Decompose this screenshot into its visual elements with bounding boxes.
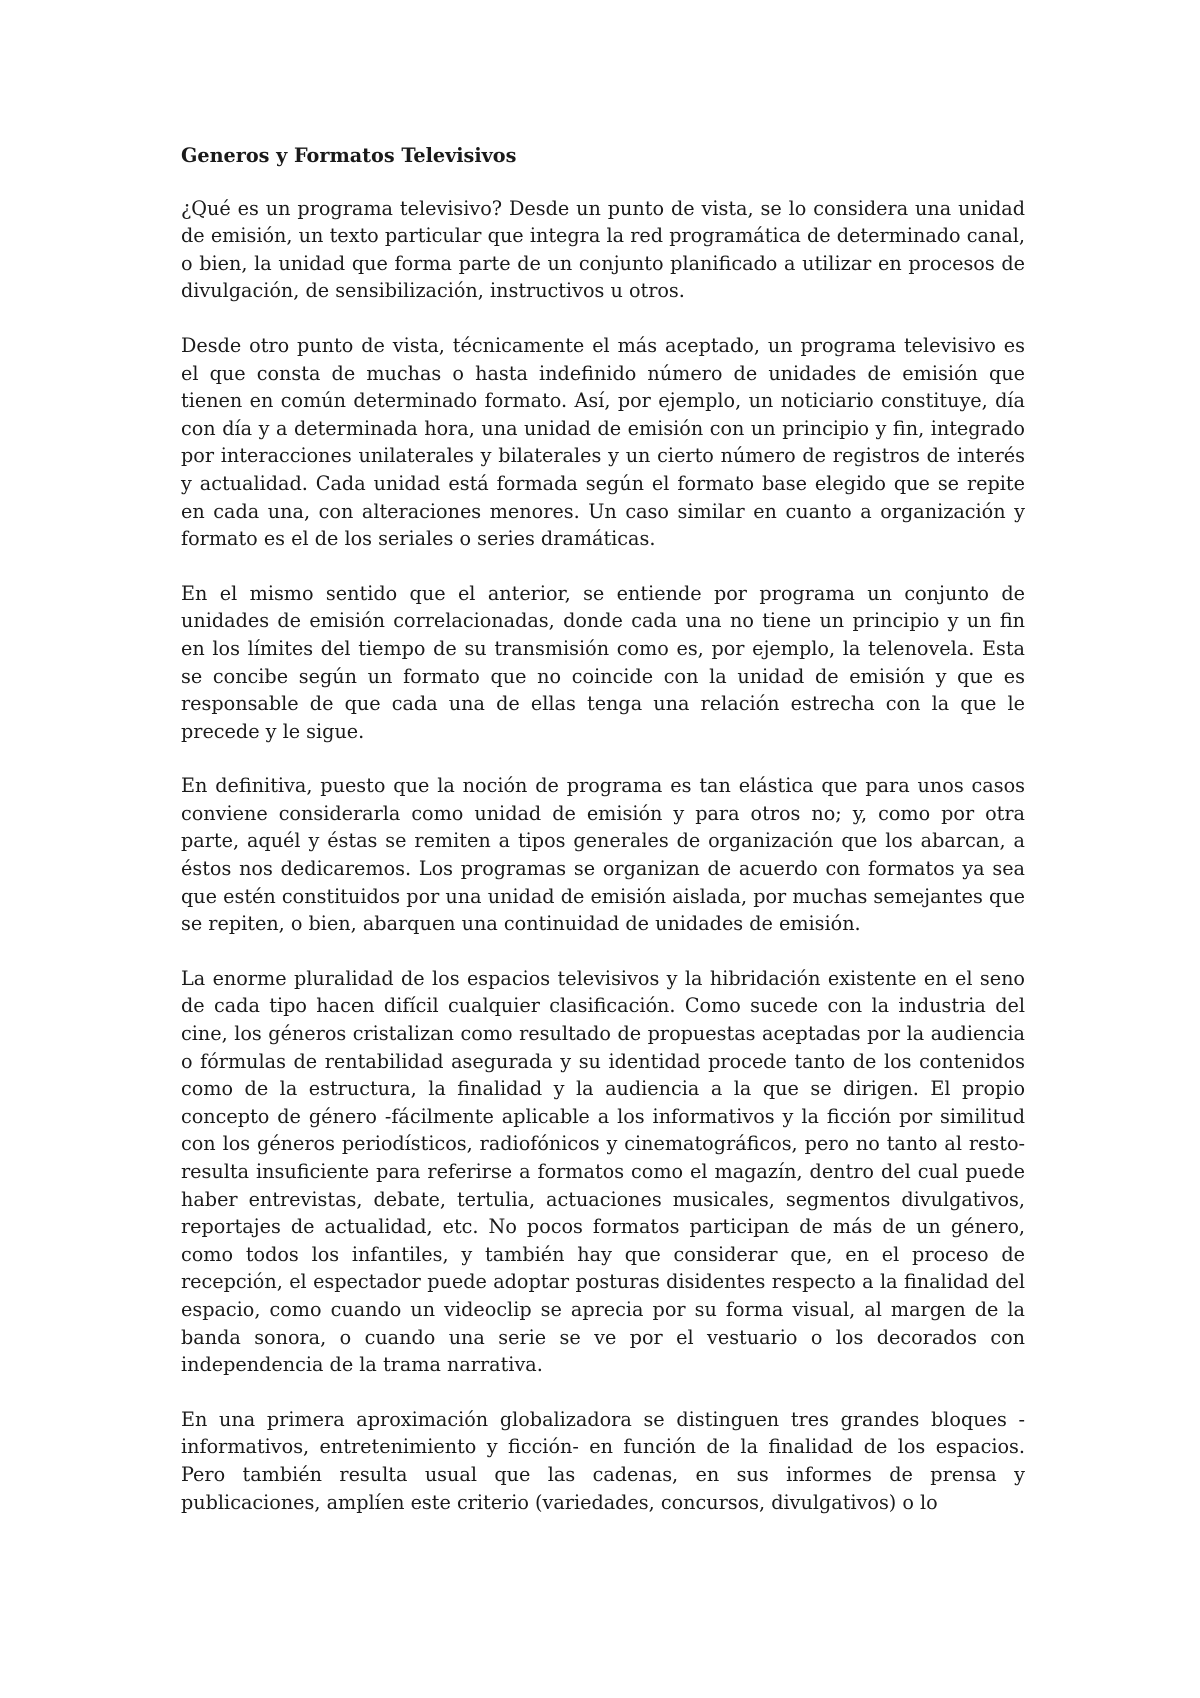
document-title: Generos y Formatos Televisivos [181, 144, 517, 167]
paragraph-3: En el mismo sentido que el anterior, se entiende por programa un conjunto de unidades de emisión correlacionadas, donde cada una no tiene un principio y un fin en los límites del tiempo de su transmisión como es, por ejemplo, la telenovela. Esta se concibe según un formato que no coincide con la unidad de emisión y que es responsable de que cada una de ellas tenga una relación estrecha con la que le precede y le sigue. [181, 581, 1025, 743]
paragraph-4: En definitiva, puesto que la noción de programa es tan elástica que para unos casos conviene considerarla como unidad de emisión y para otros no; y, como por otra parte, aquél y éstas se remiten a tipos generales de organización que los abarcan, a éstos nos dedicaremos. Los programas se organizan de acuerdo con formatos ya sea que estén constituidos por una unidad de emisión aislada, por muchas semejantes que se repiten, o bien, abarquen una continuidad de unidades de emisión. [181, 774, 1025, 936]
paragraph-6: En una primera aproximación globalizadora se distinguen tres grandes bloques -informativos, entretenimiento y ficción- en función de la finalidad de los espacios. Pero también resulta usual que las cadenas, en sus informes de prensa y publicaciones, amplíen este criterio (variedades, concursos, divulgativos) o lo [181, 1407, 1025, 1514]
paragraph-1: ¿Qué es un programa televisivo? Desde un punto de vista, se lo considera una unidad de emisión, un texto particular que integra la red programática de determinado canal, o bien, la unidad que forma parte de un conjunto planificado a utilizar en procesos de divulgación, de sensibilización, instructivos u otros. [181, 196, 1025, 303]
document-body [181, 142, 1025, 1543]
paragraph-2: Desde otro punto de vista, técnicamente el más aceptado, un programa televisivo es el que consta de muchas o hasta indefinido número de unidades de emisión que tienen en común determinado formato. Así, por ejemplo, un noticiario constituye, día con día y a determinada hora, una unidad de emisión con un principio y fin, integrado por interacciones unilaterales y bilaterales y un cierto número de registros de interés y actualidad. Cada unidad está formada según el formato base elegido que se repite en cada una, con alteraciones menores. Un caso similar en cuanto a organización y formato es el de los seriales o series dramáticas. [181, 333, 1025, 551]
paragraph-5: La enorme pluralidad de los espacios televisivos y la hibridación existente en el seno de cada tipo hacen difícil cualquier clasificación. Como sucede con la industria del cine, los géneros cristalizan como resultado de propuestas aceptadas por la audiencia o fórmulas de rentabilidad asegurada y su identidad procede tanto de los contenidos como de la estructura, la finalidad y la audiencia a la que se dirigen. El propio concepto de género -fácilmente aplicable a los informativos y la ficción por similitud con los géneros periodísticos, radiofónicos y cinematográficos, pero no tanto al resto- resulta insuficiente para referirse a formatos como el magazín, dentro del cual puede haber entrevistas, debate, tertulia, actuaciones musicales, segmentos divulgativos, reportajes de actualidad, etc. No pocos formatos participan de más de un género, como todos los infantiles, y también hay que considerar que, en el proceso de recepción, el espectador puede adoptar posturas disidentes respecto a la finalidad del espacio, como cuando un videoclip se aprecia por su forma visual, al margen de la banda sonora, o cuando una serie se ve por el vestuario o los decorados con independencia de la trama narrativa. [181, 966, 1025, 1377]
